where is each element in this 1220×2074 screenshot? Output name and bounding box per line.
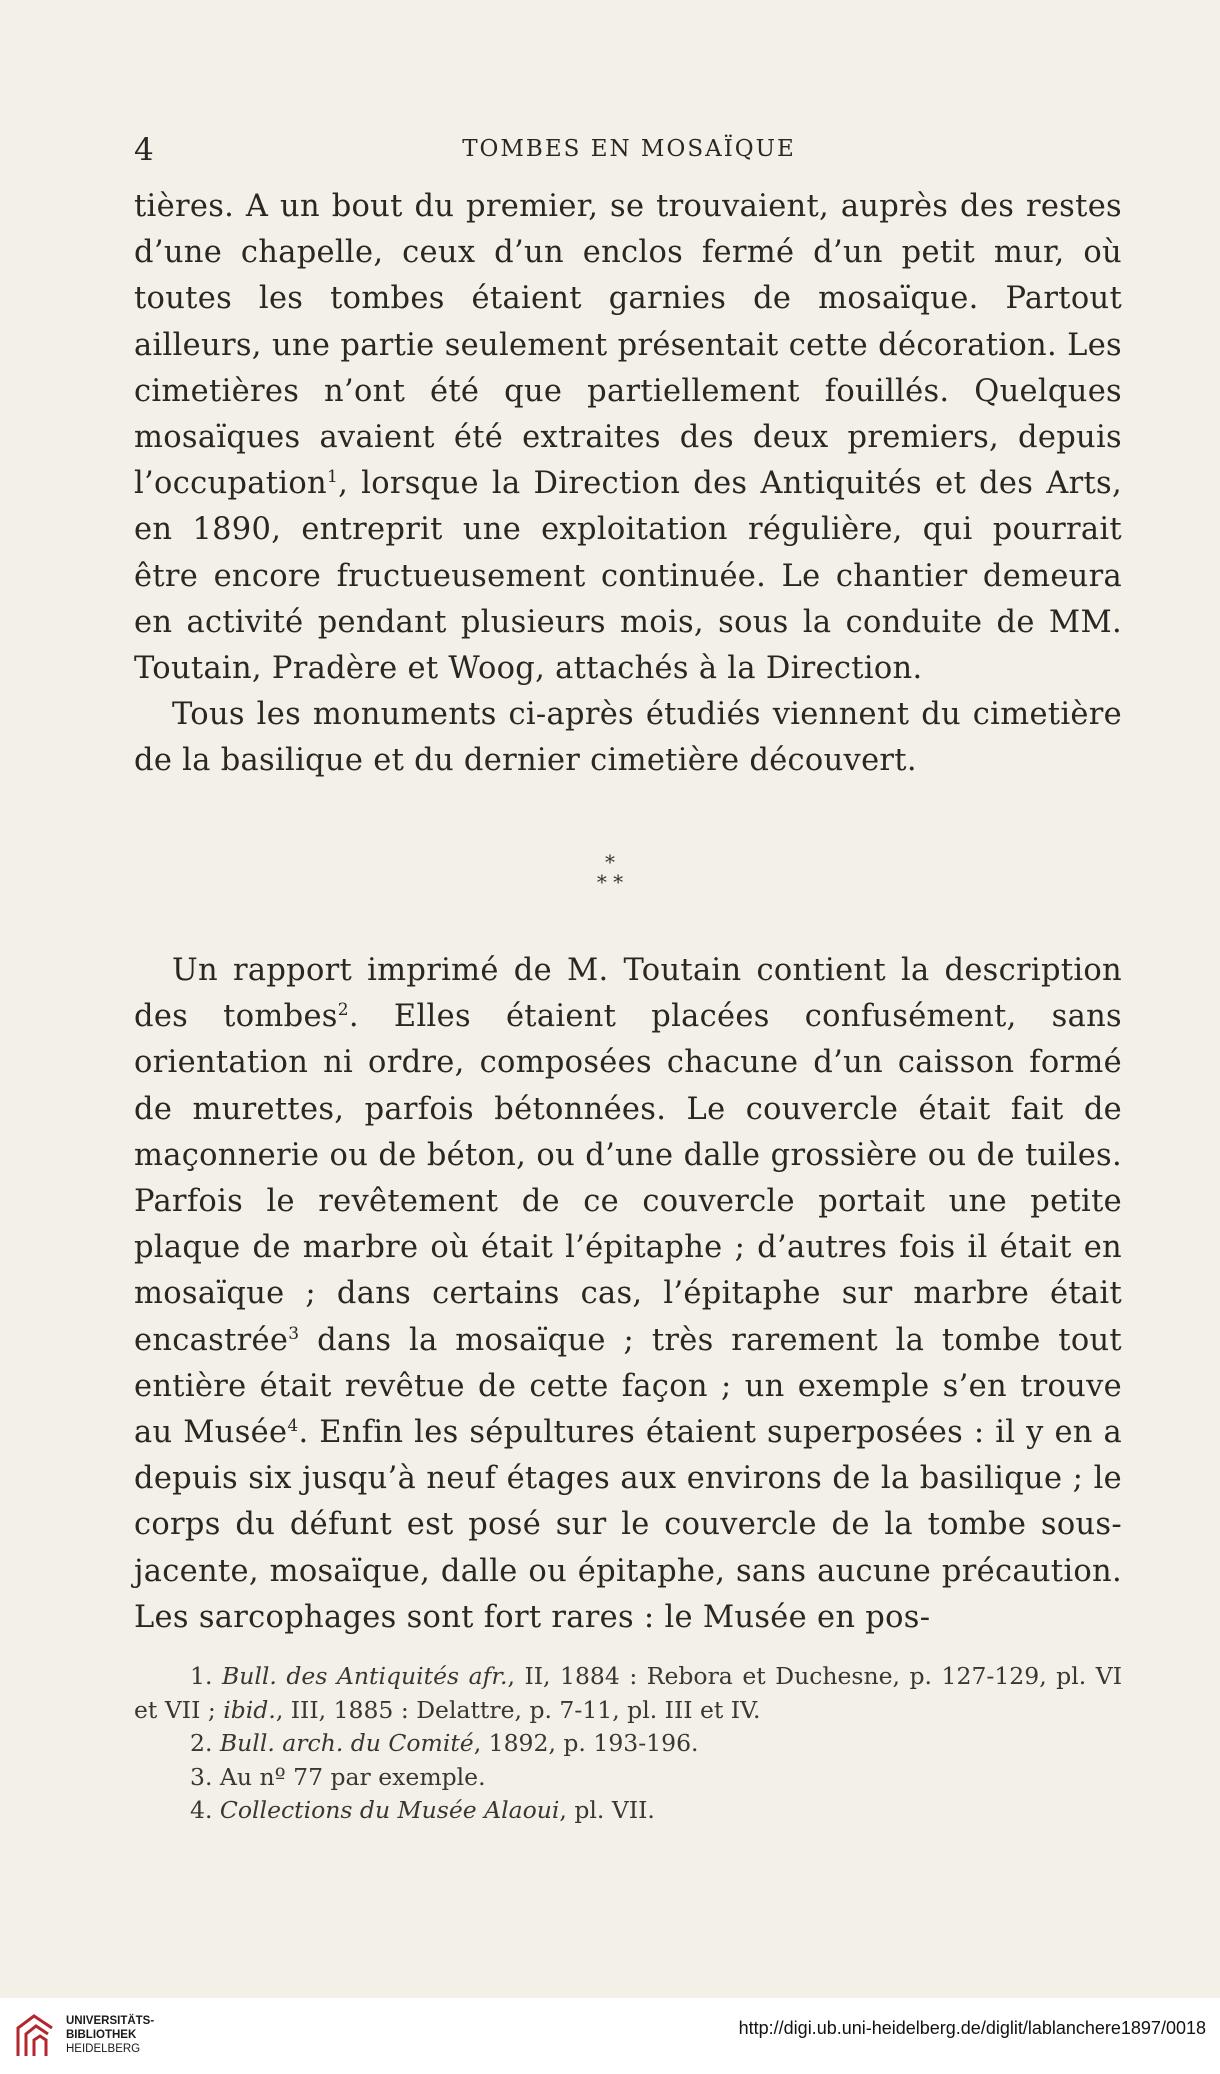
footnote-ref-1[interactable]: 1 bbox=[326, 467, 339, 488]
paragraph-3-part-c: dans la mosaïque ; très rarement la tombe tout entière était revêtue de cette façon ; un exemple s’en trouve au Musée bbox=[134, 1322, 1122, 1451]
asterism bbox=[0, 852, 1220, 892]
footnote-1 bbox=[134, 1660, 1122, 1727]
paragraph-1-part-b: , lorsque la Direction des Antiquités et des Arts, en 1890, entreprit une exploitation régulière, qui pourrait être encore fructueusement continuée. Le chantier demeura en activité pendant plusieurs mois, sous la conduite de MM. Toutain, Pradère et Woog, attachés à la Direction. bbox=[134, 466, 1122, 687]
footnote-ref-4[interactable]: 4 bbox=[287, 1415, 299, 1436]
footnote-2-title: Bull. arch. du Comité bbox=[219, 1729, 474, 1757]
footnote-3: 3. Au nº 77 par exemple. bbox=[190, 1762, 486, 1791]
footnote-4 bbox=[134, 1794, 1122, 1828]
paragraph-1-part-a: tières. A un bout du premier, se trouvaient, auprès des restes d’une chapelle, ceux d’un enclos fermé d’un petit mur, où toutes les tombes étaient garnies de mosaïque. Partout ailleurs, une partie seulement présentait cette décoration. Les cimetières n’ont été que partiellement fouillés. Quelques mosaïques avaient été extraites des deux premiers, depuis l’occupation bbox=[134, 189, 1122, 502]
paragraph-2: Tous les monuments ci-après étudiés viennent du cimetière de la basilique et du dernier cimetière découvert. bbox=[134, 697, 1122, 779]
footnotes bbox=[134, 1660, 1122, 1828]
library-logo-text bbox=[66, 2014, 154, 2056]
page-header bbox=[134, 132, 1124, 172]
footnote-1-text-1: , II, 1884 : Rebora et Duchesne, p. 127-129, pl. VI et VII ; bbox=[134, 1662, 1122, 1724]
footnote-4-text: , pl. VII. bbox=[559, 1796, 655, 1824]
logo-line-3: HEIDELBERG bbox=[66, 2043, 141, 2055]
footnote-4-title: Collections du Musée Alaoui bbox=[219, 1796, 560, 1824]
paragraph-3-part-d: . Enfin les sépultures étaient superposées : il y en a depuis six jusqu’à neuf étages aux environs de la basilique ; le corps du défunt est posé sur le couvercle de la tombe sous-jacente, mosaïque, dalle ou épitaphe, sans aucune précaution. Les sarcophages sont fort rares : le Musée en pos- bbox=[134, 1415, 1123, 1635]
logo-line-2: BIBLIOTHEK bbox=[66, 2029, 137, 2041]
footnote-1-text-2: , III, 1885 : Delattre, p. 7-11, pl. III et IV. bbox=[275, 1695, 761, 1724]
footnote-ref-2[interactable]: 2 bbox=[337, 1000, 349, 1021]
footnote-2-number: 2. bbox=[190, 1729, 220, 1757]
body-text-top bbox=[134, 184, 1122, 785]
footnote-2-text: , 1892, p. 193-196. bbox=[473, 1729, 699, 1757]
viewer-footer bbox=[0, 1998, 1220, 2074]
footnote-1-title-1: Bull. des Antiquités afr. bbox=[221, 1662, 508, 1690]
asterism-top: * bbox=[605, 850, 615, 874]
paragraph-3-part-a: Un rapport imprimé de M. Toutain contient la description des tombes bbox=[134, 953, 1122, 1035]
asterism-bottom: * * bbox=[596, 870, 624, 894]
footnote-1-title-2: ibid. bbox=[223, 1695, 276, 1724]
footnote-2 bbox=[134, 1727, 1122, 1761]
body-text-bottom bbox=[134, 948, 1122, 1641]
footnote-ref-3[interactable]: 3 bbox=[288, 1323, 300, 1344]
permalink-url[interactable]: http://digi.ub.uni-heidelberg.de/diglit/lablanchere1897/0018 bbox=[738, 2018, 1206, 2038]
logo-line-1: UNIVERSITÄTS- bbox=[66, 2015, 155, 2027]
footnote-4-number: 4. bbox=[190, 1796, 220, 1824]
paragraph-3-part-b: . Elles étaient placées confusément, sans orientation ni ordre, composées chacune d’un caisson formé de murettes, parfois bétonnées. Le couvercle était fait de maçonnerie ou de béton, ou d’une dalle grossière ou de tuiles. Parfois le revêtement de ce couvercle portait une petite plaque de marbre où était l’épitaphe ; d’autres fois il était en mosaïque ; dans certains cas, l’épitaphe sur marbre était encastrée bbox=[134, 999, 1122, 1358]
footnote-1-number: 1. bbox=[190, 1662, 222, 1690]
paragraph-3 bbox=[134, 948, 1122, 1641]
running-head: TOMBES EN MOSAÏQUE bbox=[462, 136, 796, 162]
library-logo-icon[interactable] bbox=[14, 2008, 56, 2060]
page-number: 4 bbox=[134, 132, 154, 168]
paragraph-1 bbox=[134, 184, 1122, 692]
